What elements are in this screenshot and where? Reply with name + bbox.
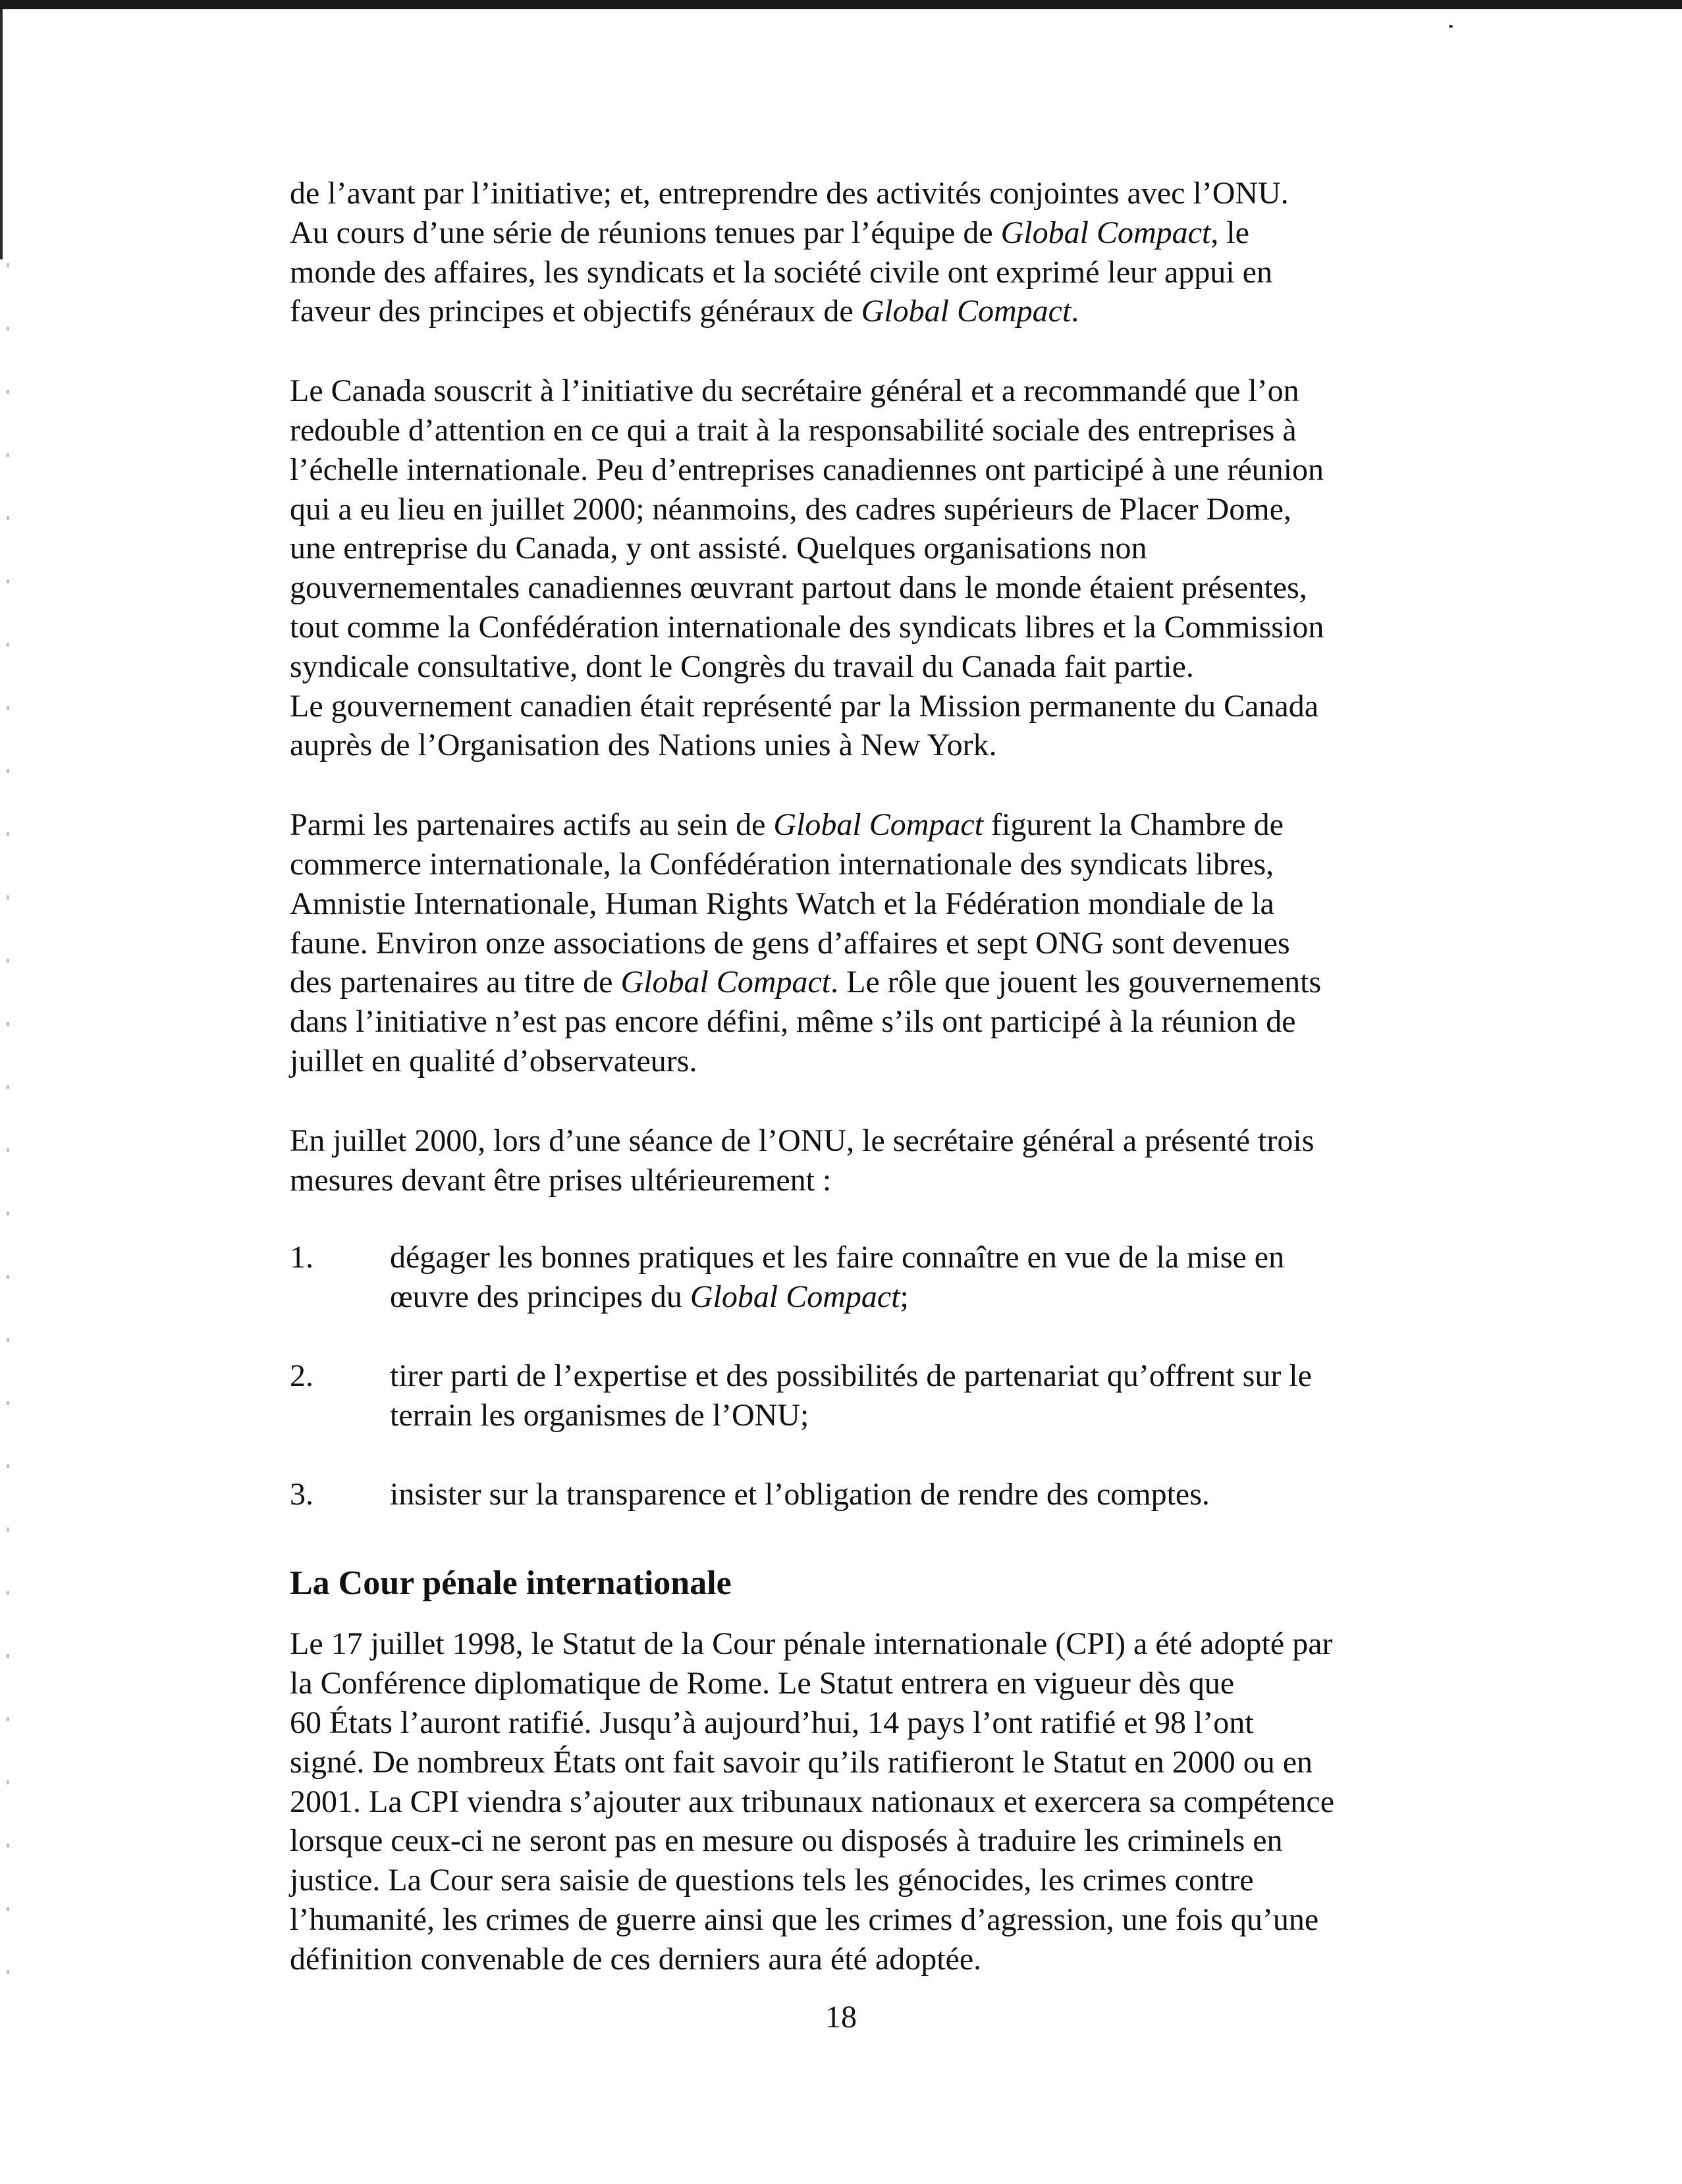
list-item-text	[390, 1356, 1409, 1435]
measures-list	[290, 1238, 1409, 1514]
page-body	[290, 174, 1409, 2019]
scan-left-edge	[0, 9, 3, 259]
scan-margin-specks	[7, 263, 9, 1975]
italic-title-text: Global Compact	[620, 965, 831, 1000]
paragraph-text: ;	[900, 1279, 909, 1315]
paragraph-text: Le Canada souscrit à l’initiative du secrétaire général et a recommandé que l’on redouble d’attention en ce qui a trait à la responsabilité sociale des entreprises à l’échelle internationale. Peu d’entreprises canadiennes ont participé à une réunion qui a eu lieu en juillet 2000; néanmoins, des cadres supérieurs de Placer Dome, une entreprise du Canada, y ont assisté. Quelques organisations non gouvernementales canadiennes œuvrant partout dans le monde étaient présentes, tout comme la Confédération internationale des syndicats libres et la Commission syndicale consultative, dont le Congrès du travail du Canada fait partie. Le gouvernement canadien était représenté par la Mission permanente du Canada auprès de l’Organisation des Nations unies à New York.	[290, 373, 1324, 763]
paragraph-text: tirer parti de l’expertise et des possibilités de partenariat qu’offrent sur le terrain les organismes de l’ONU;	[390, 1358, 1312, 1433]
paragraph-p1	[290, 174, 1409, 331]
paragraph-text: Parmi les partenaires actifs au sein de	[290, 807, 774, 843]
italic-title-text: Global Compact	[1000, 215, 1211, 250]
paragraph-text: de l’avant par l’initiative; et, entreprendre des activités conjointes avec l’ONU. Au cours d’une série de réunions tenues par l’équipe de	[290, 176, 1289, 250]
list-item-text	[390, 1238, 1409, 1317]
list-item-number: 1.	[290, 1240, 313, 1275]
page-number: 18	[825, 2000, 857, 2035]
section-paragraph: Le 17 juillet 1998, le Statut de la Cour pénale internationale (CPI) a été adopté par la Conférence diplomatique de Rome. Le Statut entrera en vigueur dès que 60 États l’auront ratifié. Jusqu’à aujourd’hui, 14 pays l’ont ratifié et 98 l’ont signé. De nombreux États ont fait savoir qu’ils ratifieront le Statut en 2000 ou en 2001. La CPI viendra s’ajouter aux tribunaux nationaux et exercera sa compétence lorsque ceux-ci ne seront pas en mesure ou disposés à traduire les criminels en justice. La Cour sera saisie de questions tels les génocides, les crimes contre l’humanité, les crimes de guerre ainsi que les crimes d’agression, une fois qu’une définition convenable de ces derniers aura été adoptée.	[290, 1626, 1335, 1977]
scan-top-border	[0, 0, 1682, 9]
paragraph-text: . Le rôle que jouent les gouvernements dans l’initiative n’est pas encore défini, même s’ils ont participé à la réunion de juillet en qualité d’observateurs.	[290, 965, 1322, 1079]
paragraph-text: figurent la Chambre de commerce internationale, la Confédération internationale des syndicats libres, Amnistie Internationale, Human Rights Watch et la Fédération mondiale de la faune. Environ onze associations de gens d’affaires et sept ONG sont devenues des partenaires au titre de	[290, 807, 1290, 1000]
paragraph-p2	[290, 371, 1409, 765]
list-item	[290, 1356, 1409, 1435]
italic-title-text: Global Compact	[861, 294, 1072, 329]
scan-dust-mark	[1449, 25, 1453, 28]
section-heading: La Cour pénale internationale	[290, 1564, 732, 1603]
italic-title-text: Global Compact	[690, 1279, 900, 1315]
top-paragraphs	[290, 174, 1409, 1200]
paragraph-text: insister sur la transparence et l’obligation de rendre des comptes.	[390, 1476, 1210, 1512]
paragraph-text: dégager les bonnes pratiques et les faire connaître en vue de la mise en œuvre des principes du	[390, 1240, 1285, 1315]
paragraph-p3	[290, 805, 1409, 1081]
list-item	[290, 1238, 1409, 1317]
italic-title-text: Global Compact	[773, 807, 984, 843]
paragraph-p4	[290, 1121, 1409, 1200]
paragraph-text: .	[1071, 294, 1079, 329]
list-item-number: 2.	[290, 1358, 313, 1393]
paragraph-text: , le monde des affaires, les syndicats et la société civile ont exprimé leur appui en faveur des principes et objectifs généraux de	[290, 215, 1272, 329]
list-item-text	[390, 1475, 1409, 1514]
list-item-number: 3.	[290, 1476, 313, 1512]
paragraph-text: En juillet 2000, lors d’une séance de l’ONU, le secrétaire général a présenté trois mesures devant être prises ultérieurement :	[290, 1123, 1315, 1198]
list-item	[290, 1475, 1409, 1514]
